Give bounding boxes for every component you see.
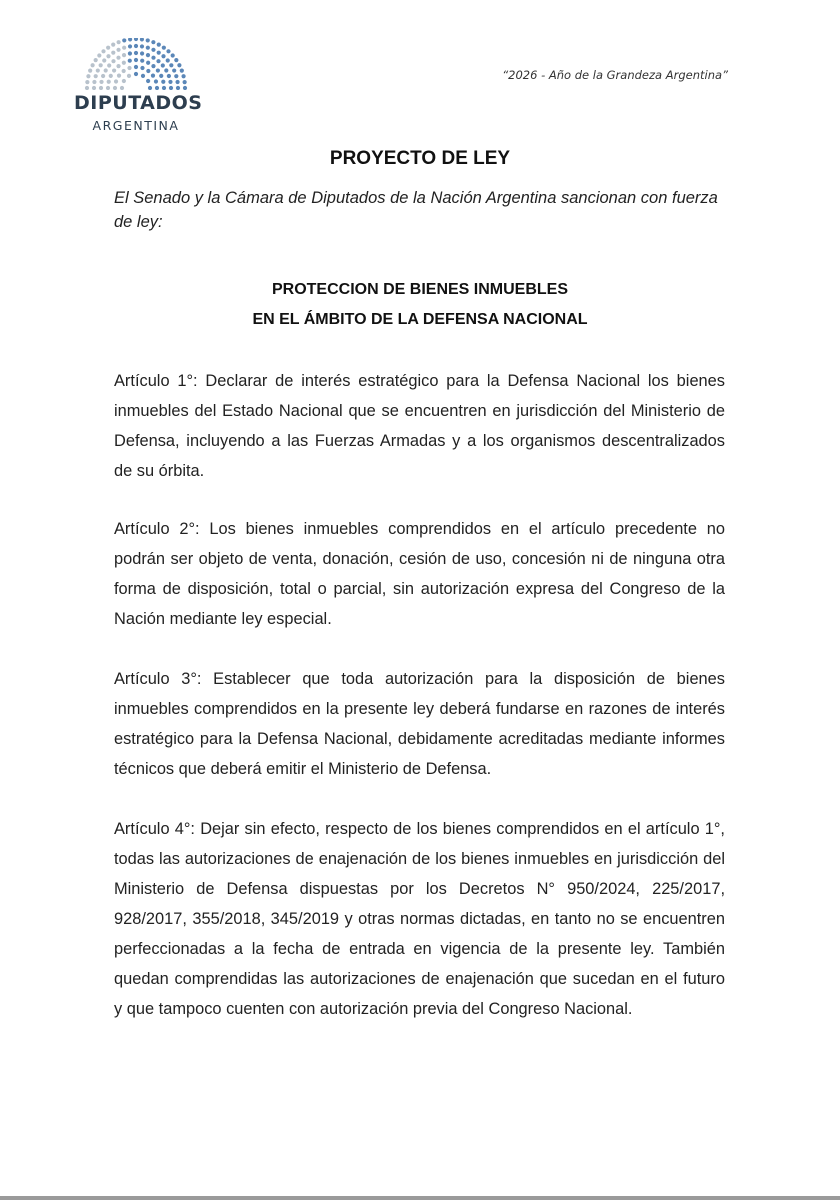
seat-dot [120, 86, 124, 90]
seat-dot [128, 44, 132, 48]
seat-dot [167, 74, 171, 78]
seat-dot [86, 74, 90, 78]
diputados-logo [74, 38, 203, 138]
seat-dot [107, 80, 111, 84]
law-title-line-2: EN EL ÁMBITO DE LA DEFENSA NACIONAL [252, 311, 588, 328]
seat-dot [114, 79, 118, 83]
seat-dot [96, 68, 100, 72]
seat-dot [148, 86, 152, 90]
seat-dot [116, 64, 120, 68]
seat-dot [155, 86, 159, 90]
seat-dot [146, 69, 150, 73]
seat-dot [151, 48, 155, 52]
seat-dot [161, 63, 165, 67]
seat-dot [168, 80, 172, 84]
seat-dot [171, 53, 175, 57]
seat-dot [106, 86, 110, 90]
article-4: Artículo 4°: Dejar sin efecto, respecto de los bienes comprendidos en el artículo 1°, todas las autorizaciones de enajenación de los bienes inmuebles en jurisdicción del Ministerio de Defensa dispuestas por los Decretos N° 950/2024, 225/2017, 928/2017, 355/2018, 345/2019 y otras normas dictadas, en tanto no se encuentren perfeccionadas a la fecha de entrada en vigencia de la presente ley. También quedan comprendidas las autorizaciones de enajenación que sucedan en el futuro y que tampoco cuenten con autorización previa del Congreso Nacional. [114, 820, 725, 1018]
seat-dot [97, 53, 101, 57]
seat-dot [159, 74, 163, 78]
seat-dot [164, 68, 168, 72]
seat-dot [102, 58, 106, 62]
seat-dot [169, 63, 173, 67]
seat-dot [166, 49, 170, 53]
seat-dot [113, 86, 117, 90]
seat-dot [85, 86, 89, 90]
seat-dot [134, 65, 138, 69]
article-2: Artículo 2°: Los bienes inmuebles comprendidos en el artículo precedente no podrán ser objeto de venta, donación, cesión de uso, concesión ni de ninguna otra forma de disposición, total o parcial, sin autorización expresa del Congreso de la Nación mediante ley especial. [114, 520, 725, 628]
seat-dot [174, 74, 178, 78]
seat-dot [140, 51, 144, 55]
seat-dot [111, 59, 115, 63]
seat-dot [183, 80, 187, 84]
document-title: PROYECTO DE LEY [329, 148, 511, 169]
seat-dot [174, 58, 178, 62]
seat-dot [92, 80, 96, 84]
seat-dot [181, 74, 185, 78]
seat-dot [94, 74, 98, 78]
seat-dot [134, 72, 138, 76]
seat-dot [134, 51, 138, 55]
seat-dot [111, 43, 115, 47]
seat-dot [183, 86, 187, 90]
seat-dot [109, 74, 113, 78]
seat-dot [146, 61, 150, 65]
seat-dot [156, 68, 160, 72]
seat-dot [116, 56, 120, 60]
seat-dot [161, 54, 165, 58]
seat-dot [141, 74, 145, 78]
seat-dot [134, 38, 138, 41]
seat-dot [172, 68, 176, 72]
seat-dot [112, 68, 116, 72]
seat-dot [99, 80, 103, 84]
seat-dot [111, 51, 115, 55]
logo-country: ARGENTINA [92, 118, 180, 133]
seat-dot [122, 61, 126, 65]
seat-dot [117, 74, 121, 78]
seat-dot [122, 38, 126, 42]
enacting-clause: El Senado y la Cámara de Diputados de la Nación Argentina sancionan con fuerza de ley: [114, 189, 718, 231]
seat-dot [151, 74, 155, 78]
seat-dot [146, 46, 150, 50]
seat-dot [161, 80, 165, 84]
seat-dot [140, 66, 144, 70]
seat-dot [94, 58, 98, 62]
seat-dot [106, 46, 110, 50]
seat-dot [134, 44, 138, 48]
article-1: Artículo 1°: Declarar de interés estratégico para la Defensa Nacional los bienes inmuebles del Estado Nacional que se encuentren en jurisdicción del Ministerio de Defensa, incluyendo a las Fuerzas Armadas y a los organismos descentralizados de su órbita. [114, 372, 725, 480]
seat-dot [122, 69, 126, 73]
seat-dot [116, 48, 120, 52]
seat-dot [91, 63, 95, 67]
seat-dot [99, 63, 103, 67]
seat-dot [127, 74, 131, 78]
article-3: Artículo 3°: Establecer que toda autorización para la disposición de bienes inmuebles comprendidos en la presente ley deberá fundarse en razones de interés estratégico para la Defensa Nacional, debidamente acreditadas mediante informes técnicos que deberá emitir el Ministerio de Defensa. [114, 670, 725, 778]
seat-dot [104, 68, 108, 72]
seat-dot [88, 69, 92, 73]
seat-dot [101, 49, 105, 53]
seat-dot [162, 46, 166, 50]
seat-dot [140, 59, 144, 63]
seat-dot [166, 58, 170, 62]
seat-dot [151, 56, 155, 60]
seat-dot [176, 86, 180, 90]
seat-dot [128, 59, 132, 63]
seat-dot [169, 86, 173, 90]
seat-dot [128, 38, 132, 41]
page-bottom-edge [0, 1196, 840, 1200]
seat-dot [146, 38, 150, 42]
seat-dot [122, 46, 126, 50]
chamber-seats-icon [84, 38, 188, 90]
seat-dot [157, 51, 161, 55]
logo-name: DIPUTADOS [74, 92, 203, 114]
seat-dot [122, 79, 126, 83]
seat-dot [106, 54, 110, 58]
seat-dot [180, 69, 184, 73]
seat-dot [175, 80, 179, 84]
seat-dot [140, 44, 144, 48]
seat-dot [117, 40, 121, 44]
seat-dot [127, 66, 131, 70]
seat-dot [122, 53, 126, 57]
seat-dot [157, 43, 161, 47]
seat-dot [85, 80, 89, 84]
seat-dot [177, 63, 181, 67]
seat-dot [99, 86, 103, 90]
seat-dot [162, 86, 166, 90]
seat-dot [146, 79, 150, 83]
year-motto: “2026 - Año de la Grandeza Argentina” [502, 68, 728, 82]
seat-dot [92, 86, 96, 90]
seat-dot [151, 40, 155, 44]
seat-dot [101, 74, 105, 78]
seat-dot [146, 53, 150, 57]
seat-dot [156, 59, 160, 63]
seat-dot [128, 51, 132, 55]
seat-dot [140, 38, 144, 41]
seat-dot [107, 63, 111, 67]
seat-dot [154, 79, 158, 83]
law-title-line-1: PROTECCION DE BIENES INMUEBLES [271, 281, 569, 298]
seat-dot [151, 64, 155, 68]
seat-dot [134, 58, 138, 62]
